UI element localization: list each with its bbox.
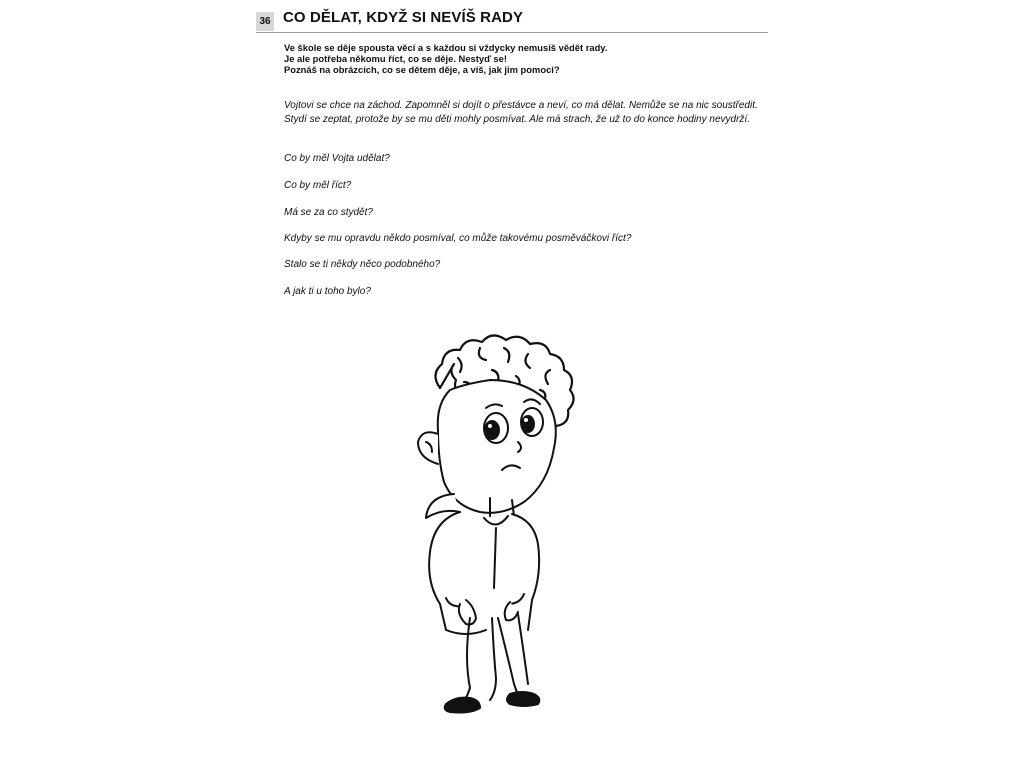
question-6: A jak ti u toho bylo? bbox=[284, 286, 371, 297]
title-divider bbox=[256, 32, 768, 33]
question-1: Co by měl Vojta udělat? bbox=[284, 153, 390, 164]
hands bbox=[459, 600, 518, 624]
question-3: Má se za co stydět? bbox=[284, 207, 373, 218]
hoodie bbox=[426, 494, 539, 634]
intro-text bbox=[284, 42, 754, 75]
intro-line: Poznáš na obrázcích, co se dětem děje, a víš, jak jim pomoci? bbox=[284, 64, 560, 75]
boy-illustration bbox=[400, 318, 620, 723]
story-paragraph: Vojtovi se chce na záchod. Zapomněl si dojít o přestávce a neví, co má dělat. Nemůže se na nic soustředit. Stydí se zeptat, protože by se mu děti mohly posmívat. Ale má strach, že už to do konce hodiny nevydrží. bbox=[284, 100, 758, 125]
intro-line: Je ale potřeba někomu říct, co se děje. Nestyď se! bbox=[284, 53, 507, 64]
question-4: Kdyby se mu opravdu někdo posmíval, co může takovému posměváčkovi říct? bbox=[284, 233, 632, 244]
question-2: Co by měl říct? bbox=[284, 180, 352, 191]
ear bbox=[418, 432, 438, 464]
intro-line: Ve škole se děje spousta věcí a s každou si vždycky nemusíš vědět rady. bbox=[284, 42, 608, 53]
face bbox=[438, 380, 556, 513]
page-number: 36 bbox=[256, 12, 274, 31]
question-5: Stalo se ti někdy něco podobného? bbox=[284, 259, 441, 270]
page-title: CO DĚLAT, KDYŽ SI NEVÍŠ RADY bbox=[283, 9, 524, 26]
